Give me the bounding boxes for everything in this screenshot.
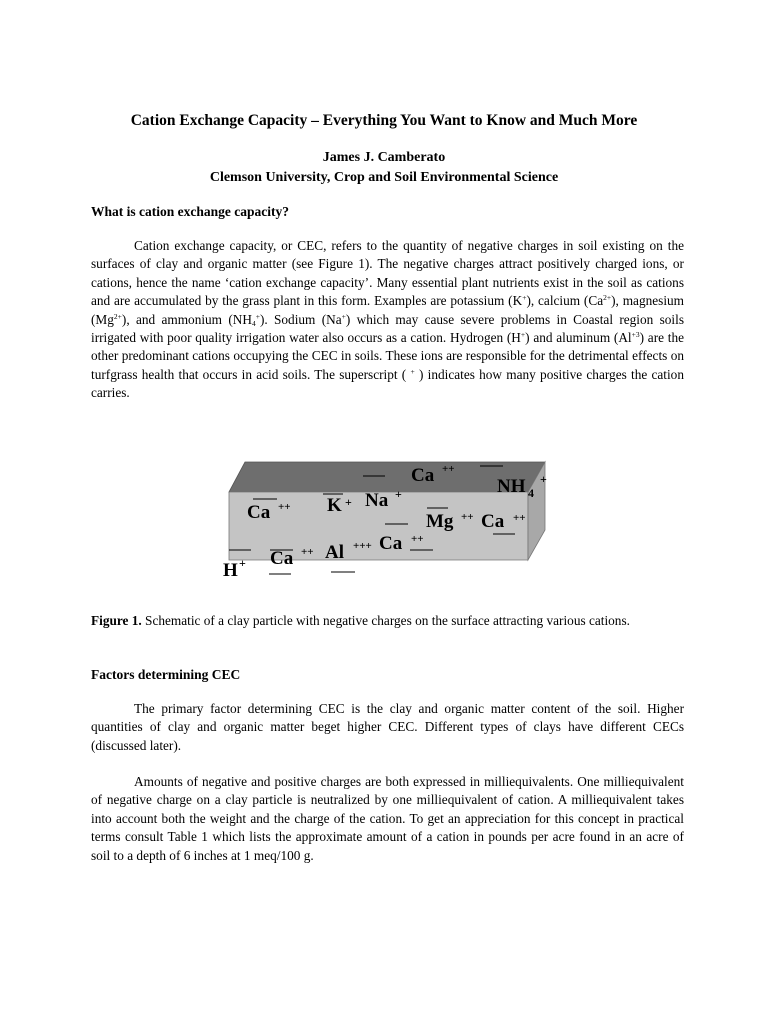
- cation-ca-right-charge: ++: [513, 512, 526, 524]
- cation-ca-right: Ca: [481, 511, 505, 532]
- intro-paragraph-segment: ), magnesium (Mg: [91, 293, 685, 327]
- cation-ca-mid-charge: ++: [411, 533, 424, 545]
- author-affiliation: Clemson University, Crop and Soil Environmental Science: [209, 170, 559, 185]
- intro-paragraph-segment: +: [341, 311, 346, 321]
- factors-paragraph-2: [91, 773, 684, 865]
- intro-paragraph-segment: +: [410, 366, 415, 376]
- cation-k: K: [327, 495, 342, 516]
- cation-ca-top-charge: ++: [442, 463, 455, 475]
- intro-paragraph-segment: 2+: [113, 311, 122, 321]
- section-heading-what-is-cec: What is cation exchange capacity?: [91, 204, 289, 219]
- cation-ca-low: Ca: [270, 548, 294, 569]
- clay-particle-figure: [215, 452, 565, 592]
- factors-paragraph-1-text: The primary factor determining CEC is the clay and organic matter content of the soil. Higher quantities of clay and organic matter beget higher CEC. Different types of clays have different CECs (discussed later).: [91, 701, 684, 753]
- cation-al-charge: +++: [353, 540, 372, 552]
- cation-ca-left: Ca: [247, 502, 271, 523]
- author-name: James J. Camberato: [322, 150, 446, 165]
- factors-paragraph-2-text: Amounts of negative and positive charges are both expressed in milliequivalents. One milliequivalent of negative charge on a clay particle is neutralized by one milliequivalent of cation. A milliequivalent takes into account both the weight and the charge of the cation. To get an appreciation for this concept in practical terms consult Table 1 which lists the approximate amount of a cation in pounds per acre found in an acre of soil to a depth of 6 inches at 1 meq/100 g.: [91, 774, 684, 863]
- intro-paragraph-segment: 4: [251, 318, 256, 328]
- cation-ca-left-charge: ++: [278, 501, 291, 513]
- intro-paragraph-segment: ) are the other predominant cations occupying the CEC in soils. These ions are responsible for the detrimental effects on turfgrass health that occurs in acid soils. The superscript (: [91, 330, 684, 382]
- cation-ca-top: Ca: [411, 465, 435, 486]
- document-title: Cation Exchange Capacity – Everything You Want to Know and Much More: [130, 112, 638, 129]
- factors-paragraph-1: [91, 700, 684, 755]
- intro-paragraph: [91, 237, 684, 403]
- cation-nh4-subscript: 4: [528, 486, 534, 500]
- cation-na: Na: [365, 490, 389, 511]
- cation-mg: Mg: [426, 511, 454, 532]
- cation-h: H: [223, 560, 238, 581]
- intro-paragraph-segment: ) indicates how many positive charges the cation carries.: [91, 366, 684, 401]
- cation-mg-charge: ++: [461, 511, 474, 523]
- intro-paragraph-segment: ), and ammonium (NH: [121, 311, 252, 327]
- intro-paragraph-segment: +: [255, 311, 260, 321]
- intro-paragraph-segment: Cation exchange capacity, or CEC, refers to the quantity of negative charges in soil existing on the surfaces of clay and organic matter (see Figure 1). The negative charges attract positively charged ions, or cations, hence the name ‘cation exchange capacity’. Many essential plant nutrients exist in the soil as cations and are accumulated by the grass plant in this form. Examples are potassium (K: [91, 238, 684, 309]
- intro-paragraph-segment: +: [522, 293, 527, 303]
- section-heading-factors: Factors determining CEC: [91, 667, 241, 682]
- intro-paragraph-segment: ) and aluminum (Al: [525, 330, 632, 346]
- cation-nh4: NH: [497, 476, 526, 497]
- figure-caption-label: Figure 1.: [91, 613, 142, 628]
- cation-nh4-charge: +: [540, 472, 547, 486]
- cation-h-charge: +: [239, 556, 246, 570]
- intro-paragraph-segment: ). Sodium (Na: [259, 311, 342, 327]
- cation-al: Al: [325, 542, 344, 563]
- cation-k-charge: +: [345, 495, 352, 509]
- intro-paragraph-segment: +: [520, 330, 526, 340]
- cation-na-charge: +: [395, 487, 402, 501]
- intro-paragraph-segment: ) which may cause severe problems in Coastal region soils irrigated with poor quality irrigation water also occurs as a cation. Hydrogen (H: [91, 311, 684, 346]
- cation-ca-low-charge: ++: [301, 546, 314, 558]
- figure-caption: [91, 612, 684, 630]
- intro-paragraph-segment: +3: [631, 330, 640, 340]
- figure-caption-text: Schematic of a clay particle with negative charges on the surface attracting various cations.: [141, 613, 630, 628]
- intro-paragraph-segment: ), calcium (Ca: [526, 293, 604, 309]
- intro-paragraph-segment: 2+: [603, 293, 612, 303]
- cation-ca-mid: Ca: [379, 533, 403, 554]
